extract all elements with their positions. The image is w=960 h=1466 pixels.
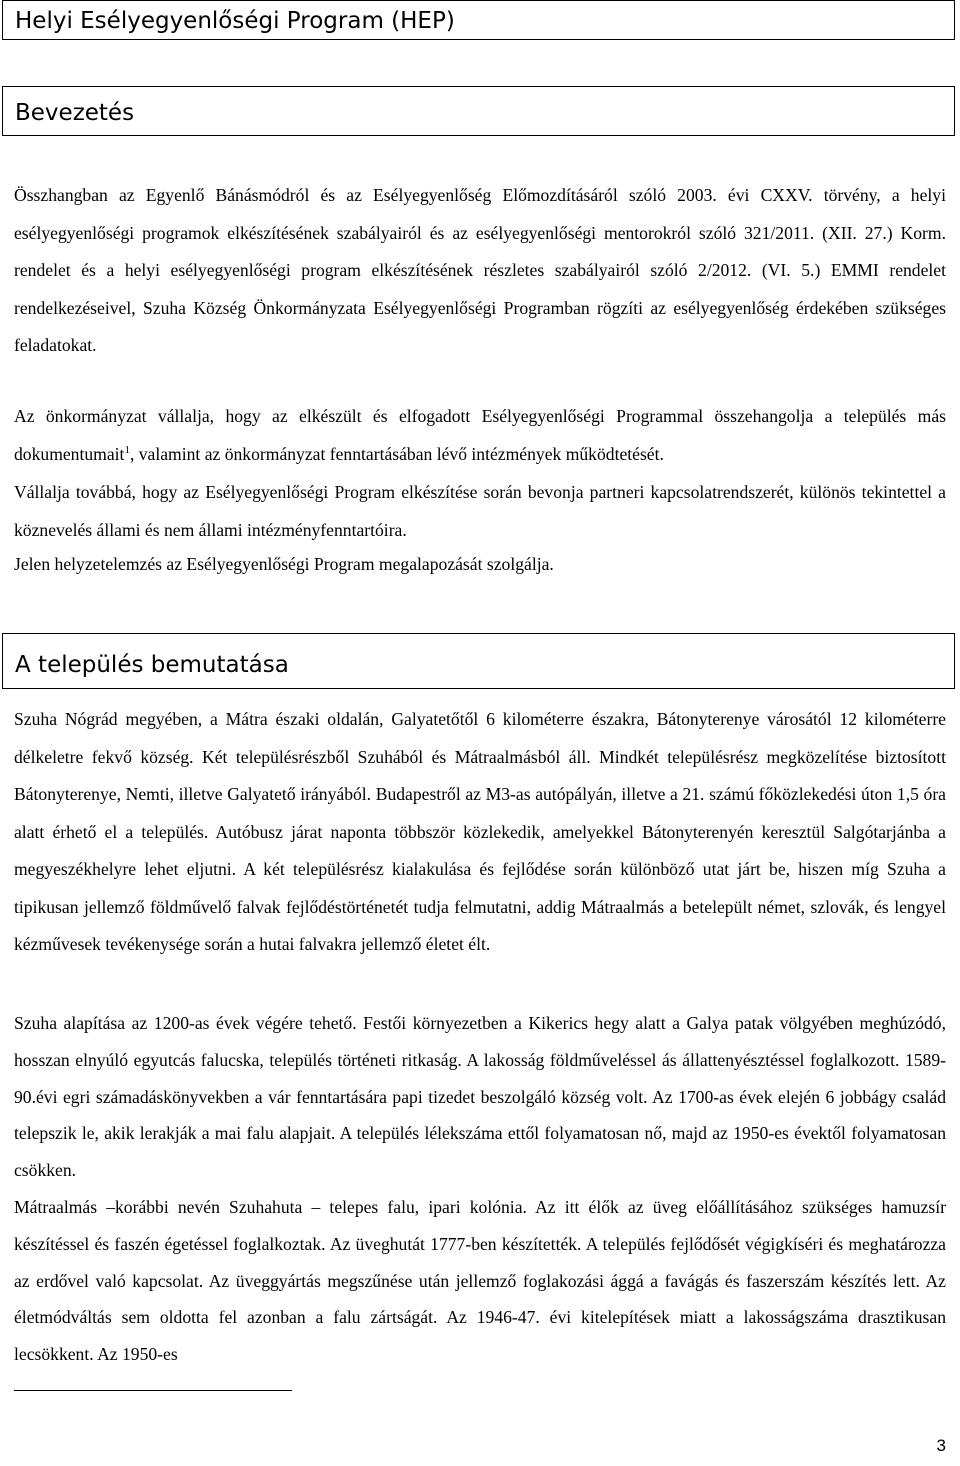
commitment-text: Az önkormányzat vállalja, hogy az elkészült és elfogadott Esélyegyenlőségi Programmal összehangolja a település más dokumentumait <box>14 406 946 464</box>
commitment-text-continued: , valamint az önkormányzat fenntartásában lévő intézmények működtetését. <box>129 443 664 464</box>
page-number: 3 <box>936 1436 946 1455</box>
intro-paragraph-commitment <box>14 398 946 473</box>
town-paragraph-location: Szuha Nógrád megyében, a Mátra északi oldalán, Galyatetőtől 6 kilométerre északra, Bátonyterenye városától 12 kilométerre délkeletre fekvő község. Két településrészből Szuhából és Mátraalmásból áll. Mindkét településrész megközelítése biztosított Bátonyterenye, Nemti, illetve Galyatető irányából. Budapestről az M3-as autópályán, illetve a 21. számú főközlekedési úton 1,5 óra alatt érhető el a település. Autóbusz járat naponta többször közlekedik, amelyekkel Bátonyterenyén keresztül Salgótarjánba a megyeszékhelyre lehet eljutni. A két településrész kialakulása és fejlődése során különböző utat járt be, hiszen míg Szuha a tipikusan jellemző földművelő falvak fejlődéstörténetét tudja felmutatni, addig Mátraalmás a betelepült német, szlovák, és lengyel kézművesek tevékenysége során a hutai falvakra jellemző életet élt. <box>14 709 946 954</box>
document-title: Helyi Esélyegyenlőségi Program (HEP) <box>2 0 955 40</box>
town-paragraph-history-szuha: Szuha alapítása az 1200-as évek végére tehető. Festői környezetben a Kikerics hegy alatt a Galya patak völgyében meghúzódó, hosszan elnyúló egyutcás falucska, település történeti ritkaság. A lakosság földműveléssel ás állattenyésztéssel foglalkozott. 1589-90.évi egri számadáskönyvekben a vár fenntartására papi tizedet beszolgáló község volt. Az 1700-as évek elején 6 jobbágy család telepszik le, akik lerakják a mai falu alapjait. A település lélekszáma ettől folyamatosan nő, majd az 1950-es évektől folyamatosan csökken. <box>14 1013 946 1181</box>
town-paragraph-history-matraalmas: Mátraalmás –korábbi nevén Szuhahuta – telepes falu, ipari kolónia. Az itt élők az üveg előállításához szükséges hamuzsír készítéssel és faszén égetéssel foglalkoztak. Az üveghutát 1777-ben készítették. A település fejlődősét végigkíséri és meghatározza az erdővel való kapcsolat. Az üveggyártás megszűnése után jellemző foglakozási ággá a favágás és faszerszám készítés lett. Az életmódváltás sem oldotta fel azonban a falu zártságát. Az 1946-47. évi kitelepítések miatt a lakosságszáma drasztikusan lecsökkent. Az 1950-es <box>14 1197 946 1365</box>
section-heading-introduction: Bevezetés <box>2 86 955 136</box>
section-heading-town-overview: A település bemutatása <box>2 633 955 689</box>
footnote-reference[interactable]: 1 <box>124 443 130 456</box>
intro-paragraph-partners: Vállalja továbbá, hogy az Esélyegyenlőségi Program elkészítése során bevonja partneri kapcsolatrendszerét, különös tekintettel a köznevelés állami és nem állami intézményfenntartóira. <box>14 482 946 540</box>
intro-paragraph-purpose: Jelen helyzetelemzés az Esélyegyenlőségi Program megalapozását szolgálja. <box>14 554 554 574</box>
footnote-separator <box>14 1390 292 1391</box>
intro-paragraph-legal-basis: Összhangban az Egyenlő Bánásmódról és az Esélyegyenlőség Előmozdításáról szóló 2003. évi CXXV. törvény, a helyi esélyegyenlőségi programok elkészítésének szabályairól és az esélyegyenlőségi mentorokról szóló 321/2011. (XII. 27.) Korm. rendelet és a helyi esélyegyenlőségi program elkészítésének részletes szabályairól szóló 2/2012. (VI. 5.) EMMI rendelet rendelkezéseivel, Szuha Község Önkormányzata Esélyegyenlőségi Programban rögzíti az esélyegyenlőség érdekében szükséges feladatokat. <box>14 185 946 355</box>
